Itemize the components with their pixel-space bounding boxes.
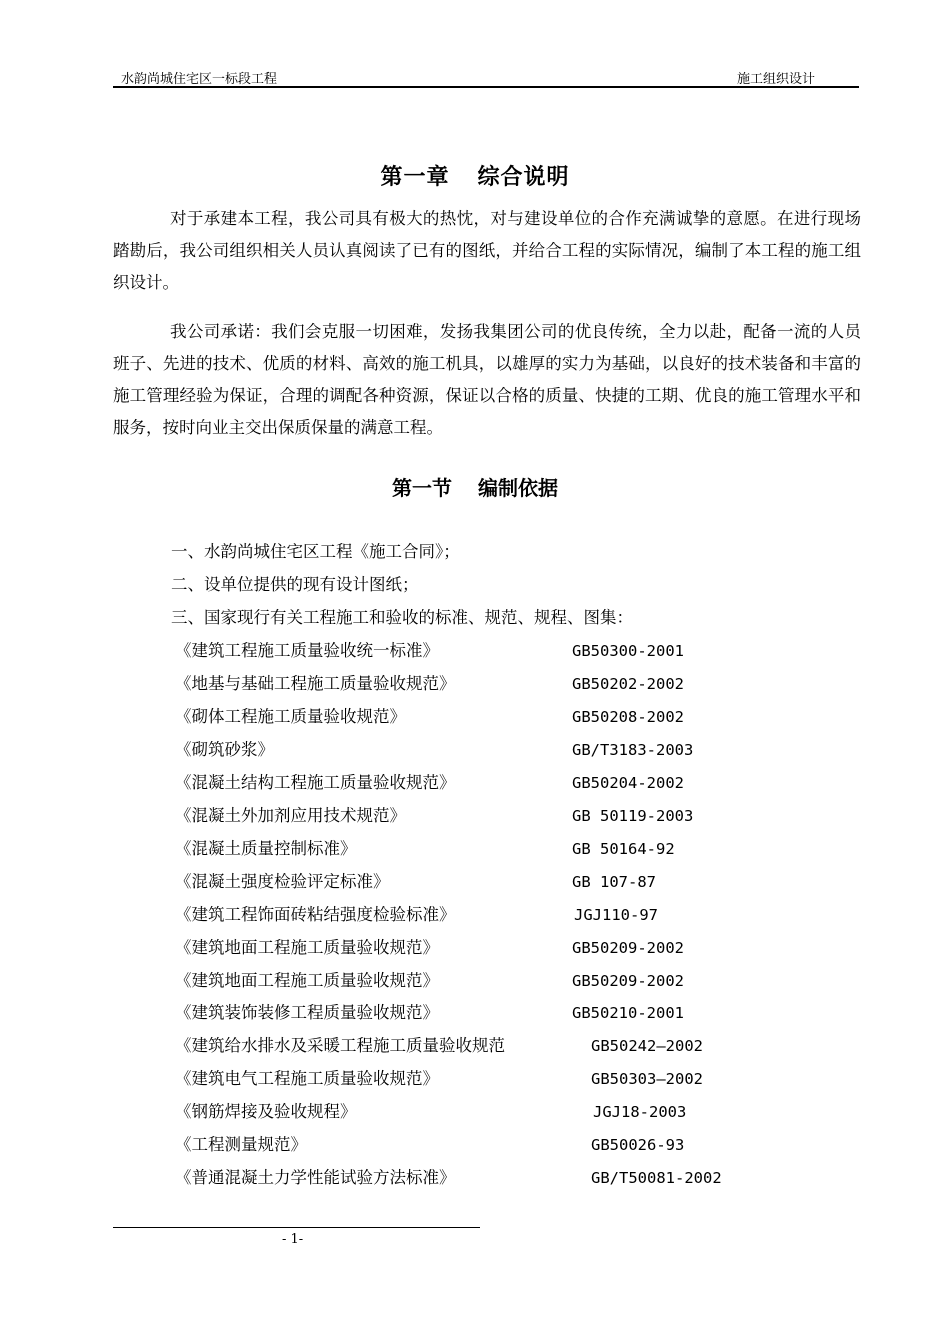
basis-item: 二、设单位提供的现有设计图纸； — [171, 575, 419, 594]
standard-code: GB50242—2002 — [591, 1037, 703, 1055]
chapter-title: 综合说明 — [477, 164, 570, 190]
standard-name: 《建筑地面工程施工质量验收规范》 — [175, 938, 439, 957]
standard-code: GB50202-2002 — [572, 675, 684, 693]
chapter-number: 第一章 — [380, 164, 450, 190]
basis-item: 一、水韵尚城住宅区工程《施工合同》； — [171, 542, 460, 561]
intro-paragraph-2: 我公司承诺：我们会克服一切困难，发扬我集团公司的优良传统，全力以赴，配备一流的人员班子、先进的技术、优质的材料、高效的施工机具，以雄厚的实力为基础，以良好的技术装备和丰富的施工管理经验为保证，合理的调配各种资源，保证以合格的质量、快捷的工期、优良的施工管理水平和服务，按时向业主交出保质保量的满意工程。 — [113, 322, 861, 437]
standard-code: JGJ110-97 — [574, 906, 658, 924]
standard-code: GB 50164-92 — [572, 840, 675, 858]
standard-name: 《砌筑砂浆》 — [175, 740, 274, 759]
standard-name: 《混凝土结构工程施工质量验收规范》 — [175, 773, 456, 792]
page-header — [113, 66, 859, 88]
page-number: - 1- — [282, 1232, 304, 1247]
footer-rule — [113, 1227, 480, 1228]
intro-paragraph-1: 对于承建本工程，我公司具有极大的热忱，对与建设单位的合作充满诚挚的意愿。在进行现场踏勘后，我公司组织相关人员认真阅读了已有的图纸，并给合工程的实际情况，编制了本工程的施工组织设计。 — [113, 209, 861, 292]
standard-name: 《建筑地面工程施工质量验收规范》 — [175, 971, 439, 990]
standard-code: GB 50119-2003 — [572, 807, 694, 825]
standard-name: 《建筑电气工程施工质量验收规范》 — [175, 1069, 439, 1088]
section-number: 第一节 — [392, 476, 452, 500]
standard-name: 《建筑给水排水及采暖工程施工质量验收规范 — [175, 1036, 505, 1055]
standard-code: GB/T50081-2002 — [591, 1169, 722, 1187]
standard-name: 《建筑工程饰面砖粘结强度检验标准》 — [175, 905, 456, 924]
standard-name: 《工程测量规范》 — [175, 1135, 307, 1154]
standard-code: GB50300-2001 — [572, 642, 684, 660]
standard-code: GB50026-93 — [591, 1136, 685, 1154]
standard-code: GB50209-2002 — [572, 972, 684, 990]
header-project-name: 水韵尚城住宅区一标段工程 — [121, 72, 278, 87]
standard-code: GB50210-2001 — [572, 1004, 684, 1022]
standard-code: JGJ18-2003 — [593, 1103, 687, 1121]
standard-code: GB50303—2002 — [591, 1070, 703, 1088]
standard-code: GB50204-2002 — [572, 774, 684, 792]
standard-name: 《建筑工程施工质量验收统一标准》 — [175, 641, 439, 660]
section-heading — [0, 472, 950, 501]
standard-code: GB50209-2002 — [572, 939, 684, 957]
standard-name: 《普通混凝土力学性能试验方法标准》 — [175, 1168, 456, 1187]
standard-name: 《砌体工程施工质量验收规范》 — [175, 707, 406, 726]
basis-item: 三、国家现行有关工程施工和验收的标准、规范、规程、图集： — [171, 608, 633, 627]
standard-name: 《钢筋焊接及验收规程》 — [175, 1102, 357, 1121]
standard-name: 《地基与基础工程施工质量验收规范》 — [175, 674, 456, 693]
header-document-type: 施工组织设计 — [736, 72, 815, 87]
standard-code: GB50208-2002 — [572, 708, 684, 726]
standard-code: GB/T3183-2003 — [572, 741, 694, 759]
section-title: 编制依据 — [478, 476, 558, 500]
chapter-heading — [0, 160, 950, 191]
standard-name: 《混凝土强度检验评定标准》 — [175, 872, 390, 891]
standard-name: 《混凝土外加剂应用技术规范》 — [175, 806, 406, 825]
standard-name: 《混凝土质量控制标准》 — [175, 839, 357, 858]
standard-code: GB 107-87 — [572, 873, 656, 891]
standard-name: 《建筑装饰装修工程质量验收规范》 — [175, 1003, 439, 1022]
